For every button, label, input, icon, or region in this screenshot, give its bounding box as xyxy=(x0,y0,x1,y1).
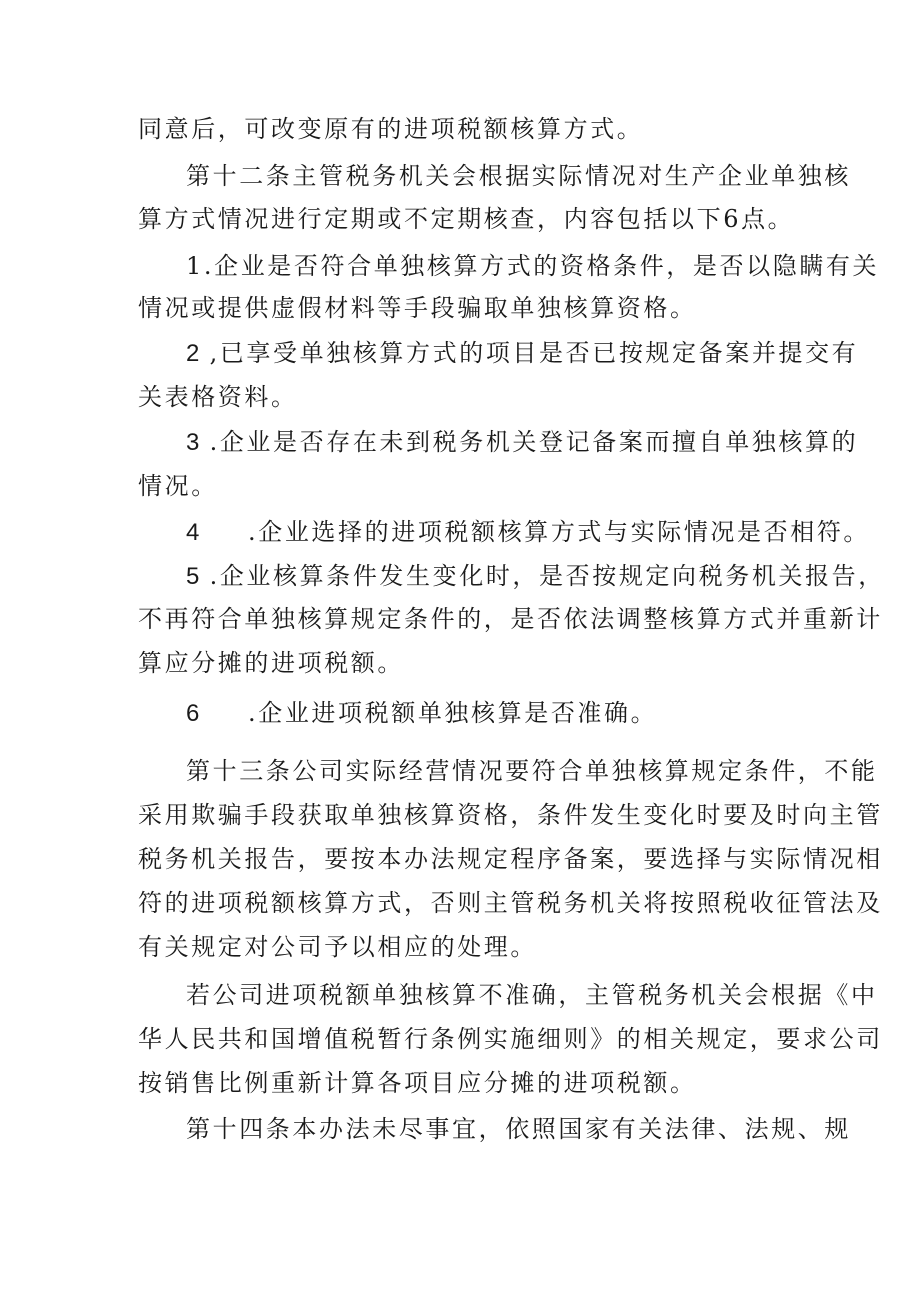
text-line: 第十三条公司实际经营情况要符合单独核算规定条件，不能 xyxy=(186,757,878,785)
list-text: ,已享受单独核算方式的项目是否已按规定备案并提交有 xyxy=(199,339,859,367)
text-line: 情况。 xyxy=(138,472,218,500)
text-line: 1.企业是否符合单独核算方式的资格条件，是否以隐瞒有关 xyxy=(186,252,880,280)
list-number: 5 xyxy=(186,563,200,590)
text-line: 算应分摊的进项税额。 xyxy=(138,649,404,677)
list-number: 6 xyxy=(186,700,200,727)
text-line: 采用欺骗手段获取单独核算资格，条件发生变化时要及时向主管 xyxy=(138,801,883,829)
text-line: 税务机关报告，要按本办法规定程序备案，要选择与实际情况相 xyxy=(138,845,883,873)
text-line: 若公司进项税额单独核算不准确，主管税务机关会根据《中 xyxy=(186,981,878,1009)
list-text: .企业选择的进项税额核算方式与实际情况是否相符。 xyxy=(248,518,871,546)
list-number: 4 xyxy=(186,519,200,546)
text-line: 按销售比例重新计算各项目应分摊的进项税额。 xyxy=(138,1069,697,1097)
list-item-line xyxy=(186,337,858,370)
text-line: 关表格资料。 xyxy=(138,383,298,411)
list-text: .企业核算条件发生变化时，是否按规定向税务机关报告， xyxy=(199,562,885,590)
list-number: 2 xyxy=(186,340,200,367)
list-item-line xyxy=(186,560,885,593)
text-line: 符的进项税额核算方式，否则主管税务机关将按照税收征管法及 xyxy=(138,889,883,917)
list-number: 3 xyxy=(186,429,200,456)
list-text: .企业进项税额单独核算是否准确。 xyxy=(248,699,658,727)
text-line: 同意后，可改变原有的进项税额核算方式。 xyxy=(138,115,644,143)
text-line: 有关规定对公司予以相应的处理。 xyxy=(138,933,537,961)
text-line: 第十二条主管税务机关会根据实际情况对生产企业单独核 xyxy=(186,162,851,190)
text-line: 第十四条本办法未尽事宜，依照国家有关法律、法规、规 xyxy=(186,1115,851,1143)
text-line: 不再符合单独核算规定条件的，是否依法调整核算方式并重新计 xyxy=(138,605,883,633)
list-item-line xyxy=(186,426,858,459)
list-item-line xyxy=(186,516,870,549)
text-line: 情况或提供虚假材料等手段骗取单独核算资格。 xyxy=(138,294,697,322)
text-line: 华人民共和国增值税暂行条例实施细则》的相关规定，要求公司 xyxy=(138,1025,883,1053)
list-text: .企业是否存在未到税务机关登记备案而擅自单独核算的 xyxy=(199,428,859,456)
text-line: 算方式情况进行定期或不定期核查，内容包括以下6点。 xyxy=(138,205,795,233)
list-item-line xyxy=(186,697,657,730)
